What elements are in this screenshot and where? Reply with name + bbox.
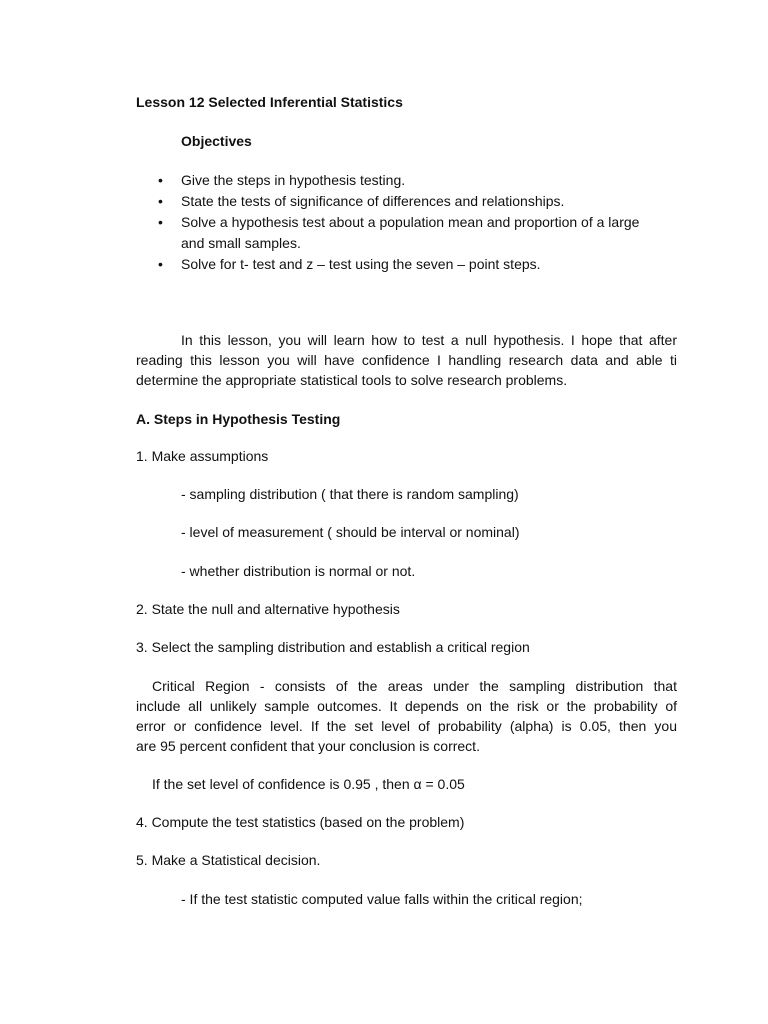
critical-region-paragraph xyxy=(136,676,677,756)
intro-paragraph xyxy=(136,330,677,390)
section-a-heading: A. Steps in Hypothesis Testing xyxy=(136,411,341,427)
step-1: 1. Make assumptions xyxy=(136,448,269,464)
objective-item: Solve a hypothesis test about a population mean and proportion of a large xyxy=(181,214,640,230)
bullet-icon: • xyxy=(158,256,163,272)
step-3: 3. Select the sampling distribution and establish a critical region xyxy=(136,639,530,655)
step-1-item: - whether distribution is normal or not. xyxy=(181,563,416,579)
confidence-note: If the set level of confidence is 0.95 , then α = 0.05 xyxy=(152,776,465,792)
step-5-item: - If the test statistic computed value falls within the critical region; xyxy=(181,891,583,907)
step-2: 2. State the null and alternative hypothesis xyxy=(136,601,400,617)
intro-line: reading this lesson you will have confidence I handling research data and able ti xyxy=(136,352,677,368)
step-5: 5. Make a Statistical decision. xyxy=(136,852,321,868)
intro-line: In this lesson, you will learn how to test a null hypothesis. I hope that after xyxy=(181,332,677,348)
bullet-icon: • xyxy=(158,214,163,230)
step-1-item: - sampling distribution ( that there is random sampling) xyxy=(181,486,519,502)
bullet-icon: • xyxy=(158,172,163,188)
bullet-icon: • xyxy=(158,193,163,209)
objectives-heading: Objectives xyxy=(181,133,252,149)
step-4: 4. Compute the test statistics (based on the problem) xyxy=(136,814,465,830)
objective-item: Solve for t- test and z – test using the seven – point steps. xyxy=(181,256,541,272)
critical-region-line: error or confidence level. If the set level of probability (alpha) is 0.05, then you xyxy=(136,718,677,734)
lesson-title: Lesson 12 Selected Inferential Statistics xyxy=(136,94,403,110)
intro-line: determine the appropriate statistical tools to solve research problems. xyxy=(136,372,568,388)
objective-item-continued: and small samples. xyxy=(181,235,301,251)
critical-region-line: are 95 percent confident that your conclusion is correct. xyxy=(136,738,480,754)
critical-region-line: Critical Region - consists of the areas under the sampling distribution that xyxy=(152,678,677,694)
objective-item: State the tests of significance of differences and relationships. xyxy=(181,193,565,209)
critical-region-line: include all unlikely sample outcomes. It depends on the risk or the probability of xyxy=(136,698,677,714)
objective-item: Give the steps in hypothesis testing. xyxy=(181,172,406,188)
step-1-item: - level of measurement ( should be interval or nominal) xyxy=(181,524,520,540)
